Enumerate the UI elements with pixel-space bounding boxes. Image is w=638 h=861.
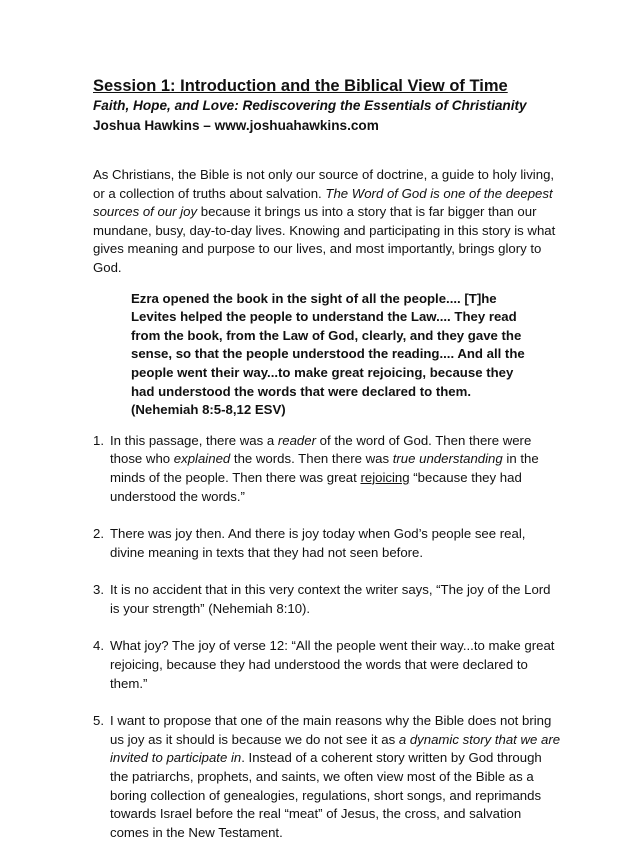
list-number: 3. (93, 582, 104, 598)
underlined-rejoicing: rejoicing (360, 469, 410, 485)
numbered-list (93, 432, 563, 843)
intro-emphasis: The Word of God is one of the deepest sources of our joy (93, 185, 553, 220)
list-number: 2. (93, 526, 104, 542)
page-title: Session 1: Introduction and the Biblical View of Time (93, 77, 508, 95)
emphasis-explained: explained (173, 451, 231, 467)
list-text: What joy? The joy of verse 12: “All the people went their way...to make great rejoicing, because they had understood the words that were declared to them.” (110, 638, 555, 691)
list-text: “because they had understood the words.” (110, 469, 522, 504)
list-text: in the minds of the people. Then there was great (110, 451, 539, 485)
list-item (93, 581, 563, 618)
intro-text-2: because it brings us into a story that is far bigger than our mundane, busy, day-to-day lives. Knowing and participating in this story is what gives meaning and purpose to our lives, and most importantly, brings glory to God. (93, 204, 556, 275)
list-number: 1. (93, 432, 104, 448)
scripture-quote (131, 290, 531, 420)
emphasis-dynamic-story: a dynamic story that we are invited to participate in (110, 731, 561, 766)
intro-text-1: As Christians, the Bible is not only our source of doctrine, a guide to holy living, or a collection of truths about salvation. (93, 167, 555, 201)
quote-citation: (Nehemiah 8:5-8,12 ESV) (131, 402, 286, 418)
list-item (93, 637, 563, 693)
list-text: I want to propose that one of the main reasons why the Bible does not bring us joy as it should is because we do not see it as (110, 713, 552, 747)
list-item (93, 432, 563, 506)
list-text: It is no accident that in this very context the writer says, “The joy of the Lord is your strength” (Nehemiah 8:10). (110, 582, 551, 616)
page-subtitle: Faith, Hope, and Love: Rediscovering the Essentials of Christianity (93, 98, 527, 113)
list-text: the words. Then there was (230, 451, 393, 467)
list-text: . Instead of a coherent story written by God through the patriarchs, prophets, and saints, we often view most of the Bible as a boring collection of genealogies, regulations, short songs, and reprimands towards Israel before the real “meat” of Jesus, the cross, and salvation comes in the New Testament. (110, 750, 542, 840)
list-number: 4. (93, 638, 104, 654)
list-item (93, 712, 563, 842)
emphasis-true-understanding: true understanding (392, 451, 503, 467)
list-text: of the word of God. Then there were those who (110, 432, 532, 467)
list-number: 5. (93, 713, 104, 729)
list-text: In this passage, there was a (110, 432, 278, 448)
list-text: There was joy then. And there is joy today when God’s people see real, divine meaning in texts that they had not seen before. (110, 526, 526, 560)
emphasis-reader: reader (277, 432, 316, 448)
quote-text: Ezra opened the book in the sight of all the people.... [T]he Levites helped the people to understand the Law.... They read from the book, from the Law of God, clearly, and they gave the sense, so that the people understood the reading.... And all the people went their way...to make great rejoicing, because they had understood the words that were declared to them. (131, 290, 525, 399)
author-line: Joshua Hawkins – www.joshuahawkins.com (93, 118, 379, 133)
list-item (93, 525, 563, 562)
intro-paragraph (93, 166, 563, 278)
document-page (93, 76, 563, 861)
